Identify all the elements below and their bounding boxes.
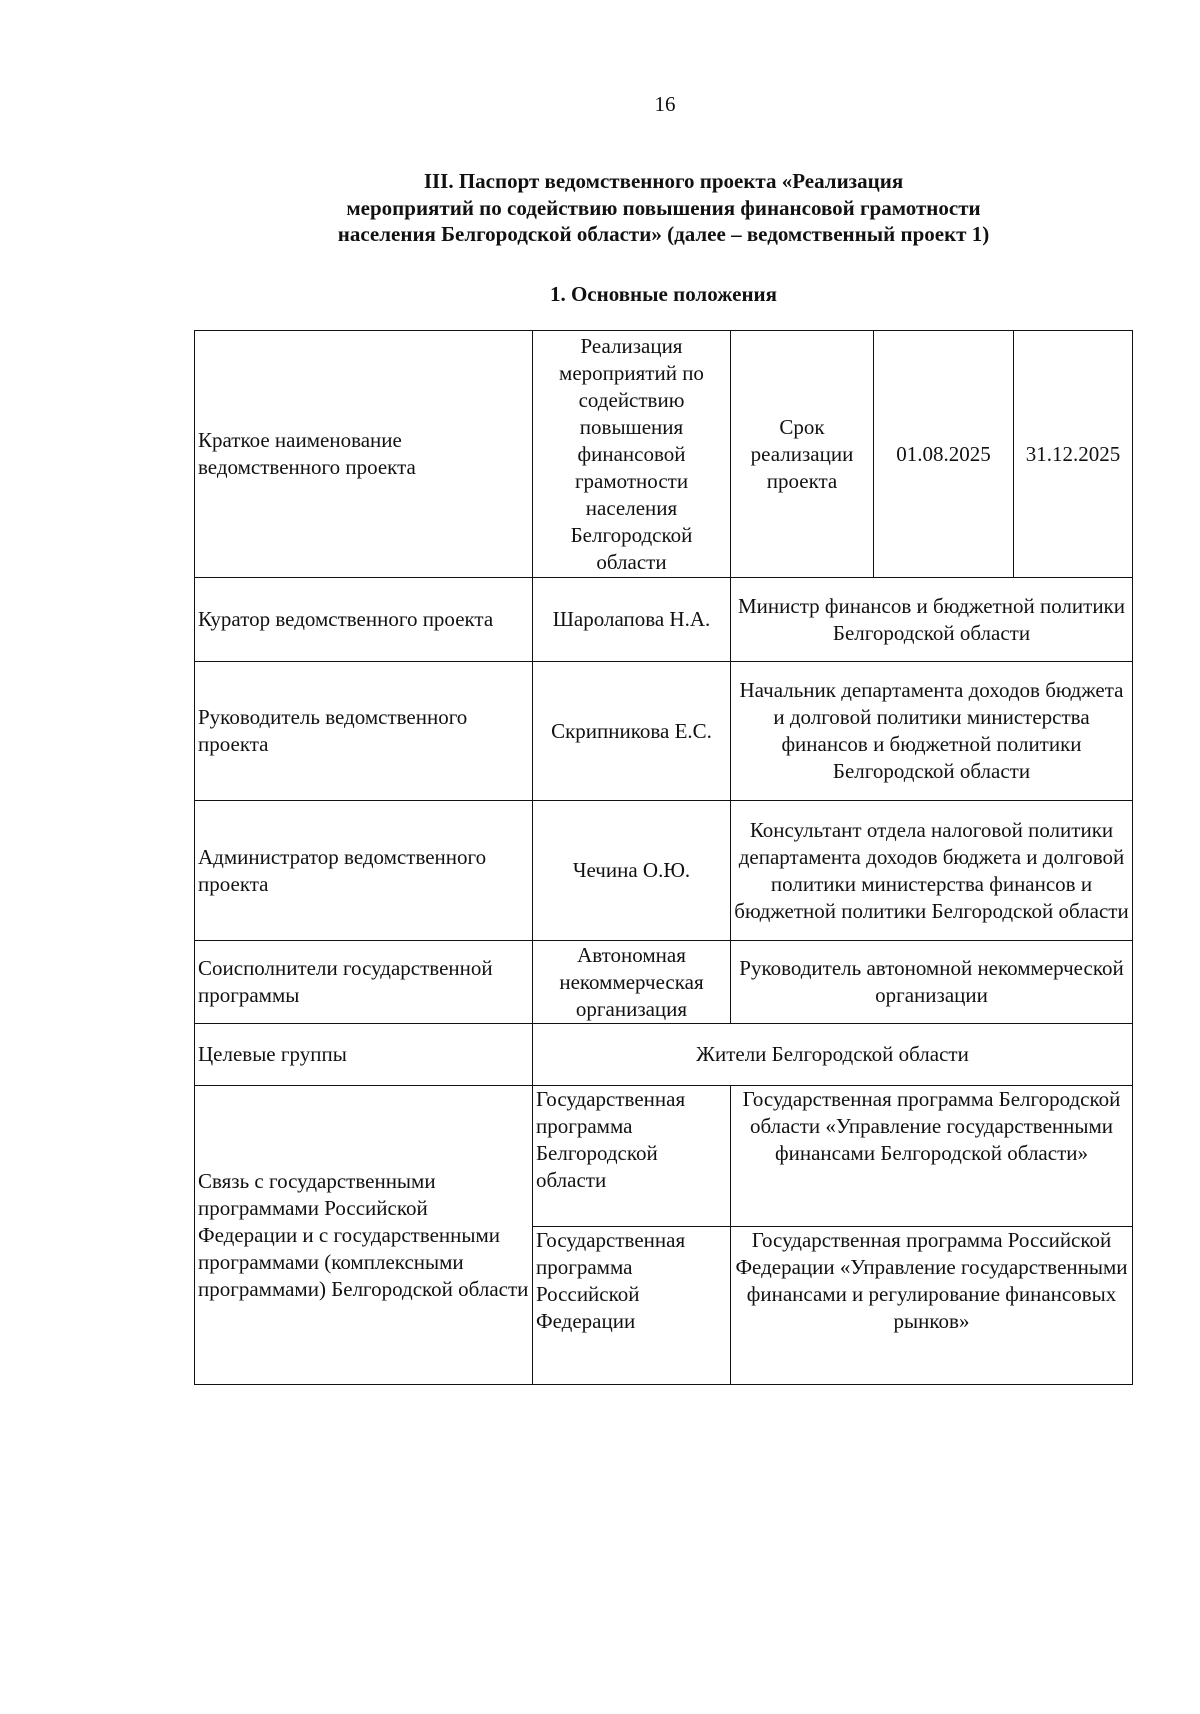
- coexecutors-name: Автономная некоммерческая организация: [533, 941, 731, 1024]
- head-label: Руководитель ведомственного проекта: [195, 662, 533, 801]
- target-groups-label: Целевые группы: [195, 1024, 533, 1086]
- table-row: [195, 1024, 1133, 1086]
- table-row: [195, 578, 1133, 662]
- table-row: [195, 662, 1133, 801]
- administrator-position: Консультант отдела налоговой политики департамента доходов бюджета и долговой политики министерства финансов и бюджетной политики Белгородской области: [731, 801, 1133, 941]
- link-name: Государственная программа Белгородской области «Управление государственными финансами Белгородской области»: [731, 1086, 1133, 1227]
- short-name-value: Реализация мероприятий по содействию повышения финансовой грамотности населения Белгородской области: [533, 331, 731, 578]
- link-type: Государственная программа Белгородской области: [533, 1086, 731, 1227]
- document-title: [195, 168, 1132, 248]
- title-line: III. Паспорт ведомственного проекта «Реализация: [423, 169, 904, 193]
- project-passport-table: [194, 330, 1133, 1385]
- start-date: 01.08.2025: [874, 331, 1014, 578]
- short-name-label: Краткое наименование ведомственного проекта: [195, 331, 533, 578]
- curator-position: Министр финансов и бюджетной политики Белгородской области: [731, 578, 1133, 662]
- administrator-label: Администратор ведомственного проекта: [195, 801, 533, 941]
- curator-name: Шаролапова Н.А.: [533, 578, 731, 662]
- table-row: [195, 331, 1133, 578]
- title-line: населения Белгородской области» (далее – ведомственный проект 1): [337, 222, 990, 246]
- head-position: Начальник департамента доходов бюджета и долговой политики министерства финансов и бюджетной политики Белгородской области: [731, 662, 1133, 801]
- page-number: 16: [654, 92, 676, 116]
- end-date: 31.12.2025: [1014, 331, 1133, 578]
- coexecutors-position: Руководитель автономной некоммерческой организации: [731, 941, 1133, 1024]
- title-line: мероприятий по содействию повышения финансовой грамотности: [346, 195, 981, 220]
- table-row: [195, 801, 1133, 941]
- coexecutors-label: Соисполнители государственной программы: [195, 941, 533, 1024]
- table-row: [195, 1086, 1133, 1227]
- link-name: Государственная программа Российской Федерации «Управление государственными финансами и регулирование финансовых рынков»: [731, 1227, 1133, 1385]
- links-label: Связь с государственными программами Российской Федерации и с государственными программами (комплексными программами) Белгородской области: [195, 1086, 533, 1385]
- section-title: 1. Основные положения: [549, 282, 778, 306]
- head-name: Скрипникова Е.С.: [533, 662, 731, 801]
- administrator-name: Чечина О.Ю.: [533, 801, 731, 941]
- target-groups-value: Жители Белгородской области: [533, 1024, 1133, 1086]
- link-type: Государственная программа Российской Федерации: [533, 1227, 731, 1385]
- curator-label: Куратор ведомственного проекта: [195, 578, 533, 662]
- term-label: Срок реализации проекта: [731, 331, 874, 578]
- table-row: [195, 941, 1133, 1024]
